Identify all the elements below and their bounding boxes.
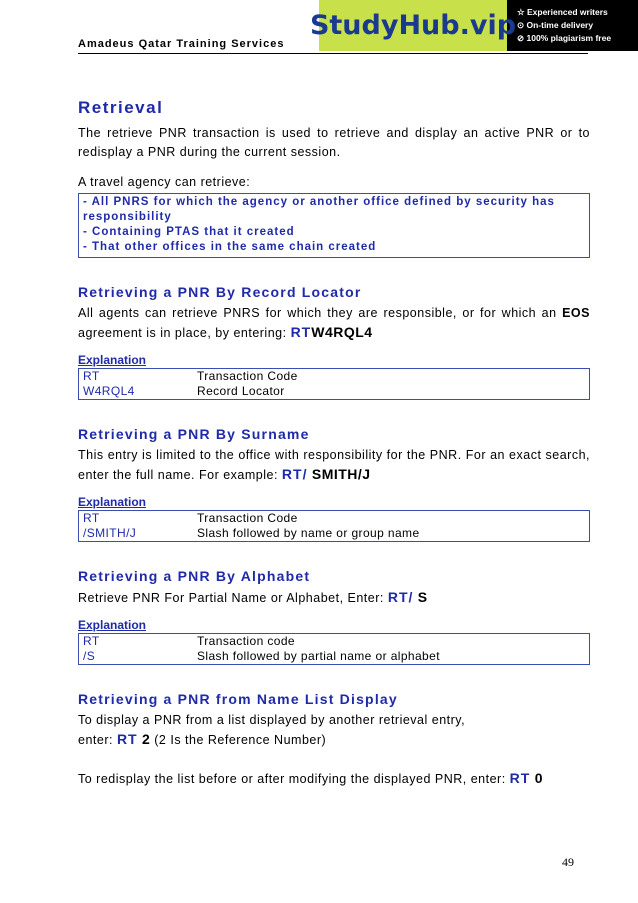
paragraph: To redisplay the list before or after modifying the displayed PNR, enter: RT 0	[78, 770, 544, 786]
list-item: - Containing PTAS that it created	[83, 226, 295, 238]
section-retrieval	[78, 98, 590, 258]
command-code: S	[413, 589, 428, 605]
table-row: /SMITH/J Slash followed by name or group name	[83, 526, 420, 540]
banner-feature: ☆ Experienced writers	[517, 7, 608, 17]
explanation-table	[78, 633, 590, 665]
table-row: /S Slash followed by partial name or alphabet	[83, 649, 440, 663]
command-code: RT/	[281, 466, 308, 482]
section-record-locator	[78, 284, 590, 400]
ad-banner[interactable]	[309, 0, 638, 51]
section-title: Retrieving a PNR By Record Locator	[78, 284, 362, 300]
command-code: SMITH/J	[307, 466, 371, 482]
command-code: 2	[137, 731, 151, 747]
explanation-table	[78, 510, 590, 542]
table-row: RT Transaction Code	[83, 511, 298, 525]
explanation-label: Explanation	[78, 618, 147, 632]
explanation-label: Explanation	[78, 495, 147, 509]
command-code: RT	[116, 731, 138, 747]
header-title: Amadeus Qatar Training Services	[78, 38, 285, 50]
banner-feature: ⊘ 100% plagiarism free	[517, 33, 612, 43]
banner-feature: ⊙ On-time delivery	[517, 20, 594, 30]
table-row: W4RQL4 Record Locator	[83, 384, 285, 398]
section-alphabet	[78, 568, 590, 665]
command-code: W4RQL4	[311, 324, 373, 340]
paragraph: A travel agency can retrieve:	[78, 175, 251, 189]
paragraph: enter: RT 2 (2 Is the Reference Number)	[78, 731, 327, 747]
banner-features	[517, 6, 611, 45]
table-row: RT Transaction code	[83, 634, 296, 648]
page-number: 49	[562, 855, 574, 869]
paragraph: All agents can retrieve PNRS for which they are responsible, or for which an EOS agreement is in place, by entering: RTW4RQL4	[78, 306, 590, 340]
paragraph: To display a PNR from a list displayed by another retrieval entry,	[78, 713, 466, 727]
page-content	[78, 98, 590, 789]
banner-logo[interactable]: StudyHub.vip	[319, 0, 507, 51]
section-title: Retrieving a PNR By Surname	[78, 426, 310, 442]
retrieve-list-box	[78, 193, 590, 258]
command-code: RT	[509, 770, 531, 786]
section-title: Retrieving a PNR from Name List Display	[78, 691, 398, 707]
list-item: - All PNRS for which the agency or another office defined by security has responsibility	[83, 196, 555, 223]
command-code: 0	[530, 770, 544, 786]
command-code: RT/	[387, 589, 414, 605]
section-title: Retrieval	[78, 98, 164, 117]
command-code: RT	[290, 324, 312, 340]
section-name-list	[78, 691, 590, 789]
paragraph: Retrieve PNR For Partial Name or Alphabet, Enter: RT/ S	[78, 589, 428, 605]
list-item: - That other offices in the same chain created	[83, 241, 377, 253]
paragraph: The retrieve PNR transaction is used to retrieve and display an active PNR or to redisplay a PNR during the current session.	[78, 126, 590, 159]
explanation-label: Explanation	[78, 353, 147, 367]
section-title: Retrieving a PNR By Alphabet	[78, 568, 311, 584]
table-row: RT Transaction Code	[83, 369, 298, 383]
explanation-table	[78, 368, 590, 400]
paragraph: This entry is limited to the office with responsibility for the PNR. For an exact search, enter the full name. For example: RT/ SMITH/J	[78, 448, 590, 482]
header-rule	[78, 53, 588, 54]
section-surname	[78, 426, 590, 542]
